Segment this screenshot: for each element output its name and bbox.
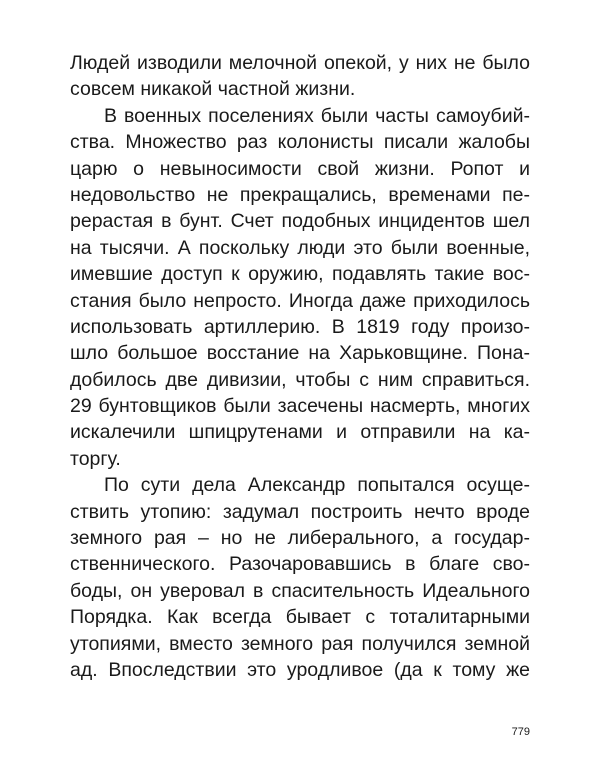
text-line: рерастая в бунт. Счет подобных инцидентов шел xyxy=(70,210,530,233)
text-line: недовольство не прекращались, временами пе- xyxy=(70,183,530,206)
text-line: ства. Множество раз колонисты писали жалобы xyxy=(70,131,530,154)
body-text xyxy=(70,50,530,683)
text-line: искалечили шпицрутенами и отправили на ка- xyxy=(70,421,530,444)
text-line: По сути дела Александр попытался осуще- xyxy=(104,474,530,497)
text-line: земного рая – но не либерального, а государ- xyxy=(70,527,530,550)
text-line: Людей изводили мелочной опекой, у них не было xyxy=(70,52,530,74)
text-line: добилось две дивизии, чтобы с ним справиться. xyxy=(70,368,530,391)
text-line: утопиями, вместо земного рая получился земной xyxy=(70,632,530,655)
text-line: В военных поселениях были часты самоубий- xyxy=(104,104,530,127)
page-number: 779 xyxy=(511,726,530,738)
text-line: шло большое восстание на Харьковщине. Пона- xyxy=(70,342,530,365)
text-line: использовать артиллерию. В 1819 году произо- xyxy=(70,315,530,338)
text-line: 29 бунтовщиков были засечены насмерть, многих xyxy=(70,395,530,418)
text-line: стания было непросто. Иногда даже приходилось xyxy=(70,289,530,312)
text-line: торгу. xyxy=(70,447,121,470)
text-line: боды, он уверовал в спасительность Идеального xyxy=(70,579,530,602)
text-line: имевшие доступ к оружию, подавлять такие вос- xyxy=(70,263,530,286)
text-line: совсем никакой частной жизни. xyxy=(70,78,356,101)
text-line: ственнического. Разочаровавшись в благе сво- xyxy=(70,553,530,576)
text-line: ствить утопию: задумал построить нечто вроде xyxy=(70,500,530,523)
text-line: ад. Впоследствии это уродливое (да к тому же xyxy=(70,658,530,681)
text-line: на тысячи. А поскольку люди это были военные, xyxy=(70,236,530,259)
text-line: Порядка. Как всегда бывает с тоталитарными xyxy=(70,606,530,629)
text-line: царю о невыносимости свой жизни. Ропот и xyxy=(70,157,530,180)
